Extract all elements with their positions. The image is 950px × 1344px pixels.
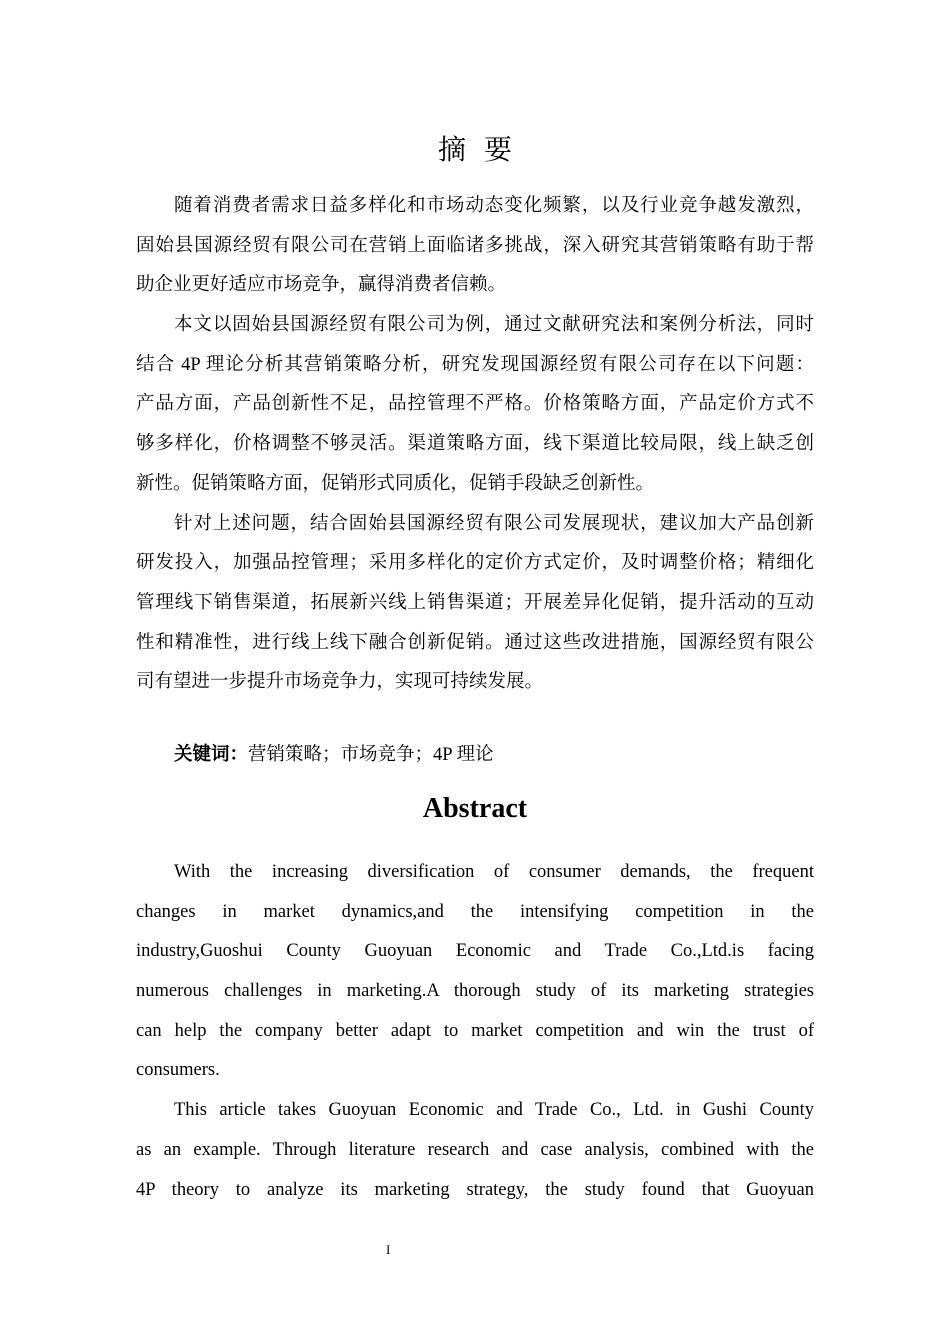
- paragraph-line: 性和精准性，进行线上线下融合创新促销。通过这些改进措施，国源经贸有限公: [136, 632, 814, 653]
- paragraph-line: With the increasing diversification of consumer demands, the frequent: [174, 862, 814, 882]
- abstract-body-cn: [136, 187, 814, 703]
- paragraph-line: industry,Guoshui County Guoyuan Economic and Trade Co.,Ltd.is facing: [136, 941, 814, 962]
- paragraph-line: 助企业更好适应市场竞争，赢得消费者信赖。: [136, 275, 507, 296]
- abstract-title-en: Abstract: [422, 793, 528, 824]
- paragraph-line: 针对上述问题，结合固始县国源经贸有限公司发展现状，建议加大产品创新: [174, 513, 814, 534]
- keywords: [174, 742, 494, 768]
- paragraph-line: changes in market dynamics,and the intensifying competition in the: [136, 901, 814, 922]
- paragraph-line: consumers.: [136, 1060, 220, 1081]
- paragraph-line: 固始县国源经贸有限公司在营销上面临诸多挑战，深入研究其营销策略有助于帮: [136, 235, 814, 256]
- paragraph-line: can help the company better adapt to market competition and win the trust of: [136, 1020, 814, 1041]
- abstract-body-en: [136, 853, 814, 1210]
- paragraph-line: 研发投入，加强品控管理；采用多样化的定价方式定价，及时调整价格；精细化: [136, 553, 814, 574]
- paragraph-line: 新性。促销策略方面，促销形式同质化，促销手段缺乏创新性。: [136, 473, 655, 494]
- paragraph-line: 随着消费者需求日益多样化和市场动态变化频繁，以及行业竞争越发激烈，: [174, 196, 814, 216]
- page-number: I: [386, 1242, 391, 1257]
- paragraph-line: 司有望进一步提升市场竞争力，实现可持续发展。: [136, 672, 544, 693]
- paragraph-line: 够多样化，价格调整不够灵活。渠道策略方面，线下渠道比较局限，线上缺乏创: [136, 434, 814, 455]
- paragraph-line: as an example. Through literature research and case analysis, combined with the: [136, 1139, 814, 1160]
- paragraph-line: 本文以固始县国源经贸有限公司为例，通过文献研究法和案例分析法，同时: [174, 315, 814, 336]
- paragraph-line: This article takes Guoyuan Economic and Trade Co., Ltd. in Gushi County: [174, 1100, 814, 1121]
- keywords-label: 关键词：: [174, 745, 249, 765]
- paragraph-line: 产品方面，产品创新性不足，品控管理不严格。价格策略方面，产品定价方式不: [136, 394, 814, 415]
- abstract-title-cn: 摘要: [437, 135, 530, 166]
- paragraph-line: 管理线下销售渠道，拓展新兴线上销售渠道；开展差异化促销，提升活动的互动: [136, 592, 814, 613]
- paragraph-line: 4P theory to analyze its marketing strategy, the study found that Guoyuan: [136, 1179, 814, 1200]
- paragraph-line: numerous challenges in marketing.A thorough study of its marketing strategies: [136, 981, 814, 1002]
- keywords-value: 营销策略；市场竞争；4P 理论: [248, 745, 494, 765]
- paragraph-line: 结合 4P 理论分析其营销策略分析，研究发现国源经贸有限公司存在以下问题：: [136, 354, 814, 375]
